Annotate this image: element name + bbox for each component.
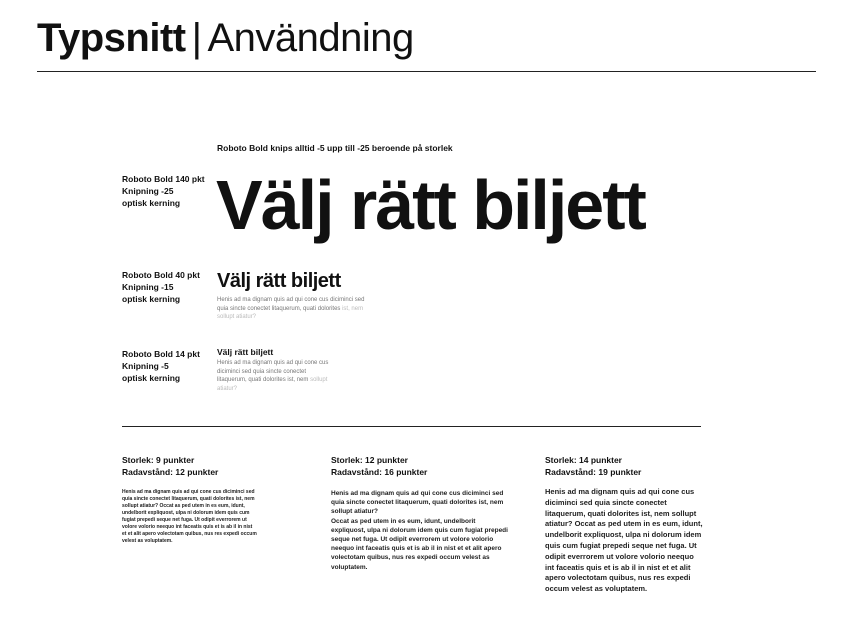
- spec-140: [122, 173, 205, 209]
- sample-body-fade: ist, nem sollupt atiatur?: [217, 305, 364, 320]
- spec-14: [122, 348, 200, 384]
- column-leading: Radavstånd: 16 punkter: [331, 467, 428, 477]
- page-title: [37, 14, 414, 62]
- column-paragraph: Henis ad ma dignam quis ad qui cone cus diciminci sed quia sincte conectet litaquerum, quati dolorites ist, nem sollupt atiatur? Occat as ped utem in es eum, idunt, undelborit expliquost, ulpa ni dolorum idem quis cum fugiat prepedi seque net fuga. Ut odipit everrorem ut volore volorio neequo int faceatis quis et is ab il in nist et et alit apero volectotam quibus, nus res expedi occum velest as voluptatem.: [122, 489, 257, 544]
- column-leading: Radavstånd: 12 punkter: [122, 467, 219, 477]
- column-9pt-body: [122, 489, 258, 545]
- sample-heading-140: Välj rätt biljett: [216, 166, 645, 244]
- column-size: Storlek: 14 punkter: [545, 455, 622, 465]
- sample-body-40: [217, 296, 367, 322]
- spec-kerning: optisk kerning: [122, 198, 181, 208]
- column-leading: Radavstånd: 19 punkter: [545, 467, 642, 477]
- spec-kerning: optisk kerning: [122, 373, 181, 383]
- sample-body-text: Henis ad ma dignam quis ad qui cone cus diciminci sed quia sincte conectet litaquerum, quati dolorites: [217, 297, 365, 312]
- spec-tracking: Knipning -5: [122, 361, 169, 371]
- spec-tracking: Knipning -15: [122, 282, 174, 292]
- sample-body-text: Henis ad ma dignam quis ad qui cone cus diciminci sed quia sincte conectet litaquerum, quati dolorites ist, nem: [217, 360, 329, 383]
- column-14pt-body: [545, 487, 703, 595]
- column-size: Storlek: 9 punkter: [122, 455, 195, 465]
- title-separator: |: [191, 16, 202, 60]
- column-paragraph: Henis ad ma dignam quis ad qui cone cus diciminci sed quia sincte conectet litaquerum, quati dolorites ist, nem sollupt atiatur? Occat as ped utem in es eum, idunt, undelborit expliquost, ulpa ni dolorum idem quis cum fugiat prepedi seque net fuga. Ut odipit everrorem ut volore volorio neequo int faceatis quis et is ab il in nist et et alit apero volectotam quibus, nus res expedi occum velest as voluptatem.: [545, 487, 703, 594]
- sample-heading-40: Välj rätt biljett: [217, 270, 341, 292]
- spec-40: [122, 269, 200, 305]
- sample-body-fade: sollupt atiatur?: [217, 377, 328, 392]
- column-12pt-body: [331, 489, 511, 572]
- spec-tracking: Knipning -25: [122, 186, 174, 196]
- column-size: Storlek: 12 punkter: [331, 455, 408, 465]
- header-divider: [37, 71, 816, 72]
- spec-font: Roboto Bold 140 pkt: [122, 174, 205, 184]
- title-bold: Typsnitt: [37, 16, 186, 60]
- column-14pt-heading: [545, 454, 641, 478]
- column-12pt-heading: [331, 454, 427, 478]
- spec-font: Roboto Bold 14 pkt: [122, 349, 200, 359]
- spec-kerning: optisk kerning: [122, 294, 181, 304]
- section-divider: [122, 426, 701, 427]
- kerning-note: Roboto Bold knips alltid -5 upp till -25 beroende på storlek: [217, 143, 453, 153]
- sample-body-14: [217, 359, 329, 393]
- spec-font: Roboto Bold 40 pkt: [122, 270, 200, 280]
- title-light: Användning: [207, 16, 414, 60]
- column-9pt-heading: [122, 454, 218, 478]
- column-paragraph: Henis ad ma dignam quis ad qui cone cus diciminci sed quia sincte conectet litaquerum, quati dolorites ist, nem sollupt atiatur?: [331, 490, 504, 516]
- column-paragraph: Occat as ped utem in es eum, idunt, undelborit expliquost, ulpa ni dolorum idem quis cum fugiat prepedi seque net fuga. Ut odipit everrorem ut volore volorio neequo int faceatis quis et is ab il in nist et et alit apero volectotam quibus, nus res expedi occum velest as voluptatem.: [331, 517, 508, 571]
- sample-heading-14: Välj rätt biljett: [217, 347, 274, 357]
